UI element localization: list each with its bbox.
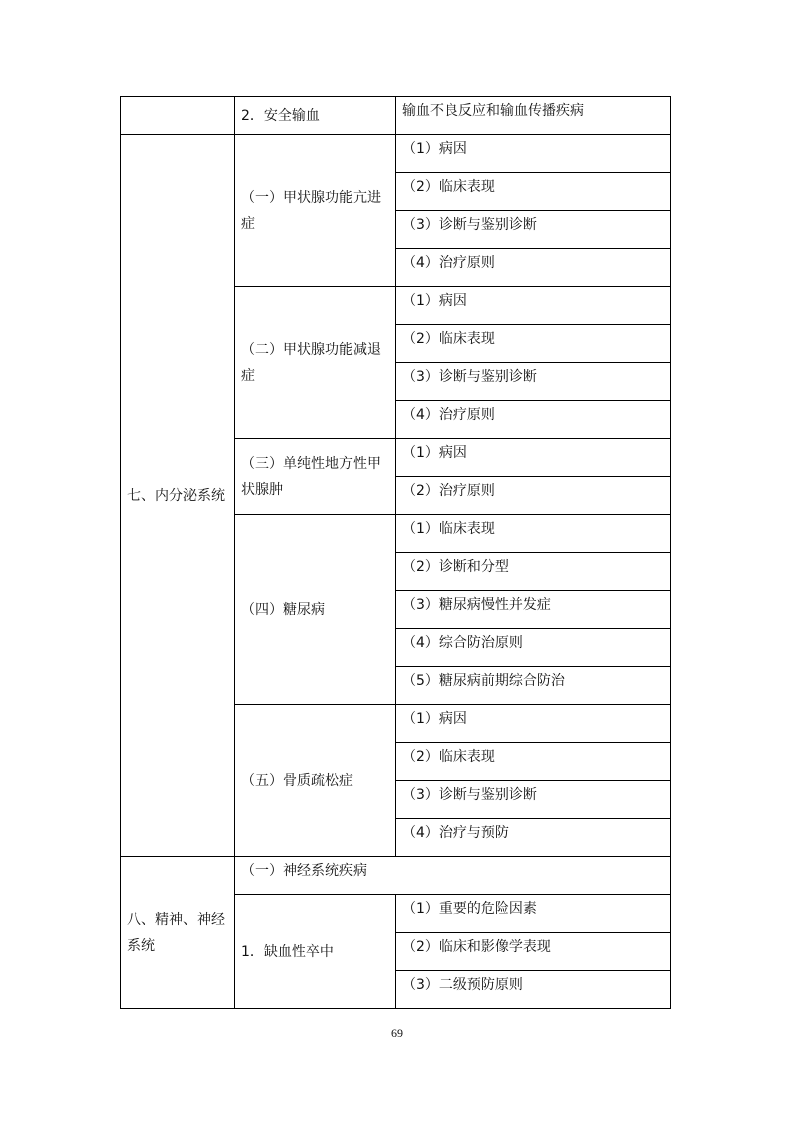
item: （4）综合防治原则 (396, 629, 671, 667)
item: （3）糖尿病慢性并发症 (396, 591, 671, 629)
item: （4）治疗原则 (396, 249, 671, 287)
group-name: 1．缺血性卒中 (235, 895, 396, 1009)
group-name: （三）单纯性地方性甲状腺肿 (235, 439, 396, 515)
syllabus-table (120, 96, 671, 1009)
table-row (121, 857, 671, 895)
category-neuro: 八、精神、神经系统 (121, 857, 235, 1009)
item: （1）病因 (396, 439, 671, 477)
item: （3）诊断与鉴别诊断 (396, 781, 671, 819)
table-row (121, 97, 671, 135)
page-number: 69 (391, 1026, 403, 1040)
item: （3）二级预防原则 (396, 971, 671, 1009)
section-subheader: （一）神经系统疾病 (235, 857, 671, 895)
group-name: （四）糖尿病 (235, 515, 396, 705)
item: （2）临床和影像学表现 (396, 933, 671, 971)
item: （1）临床表现 (396, 515, 671, 553)
item: （2）诊断和分型 (396, 553, 671, 591)
item: （2）临床表现 (396, 325, 671, 363)
item: （4）治疗原则 (396, 401, 671, 439)
top-row-c1 (121, 97, 235, 135)
group-name: （五）骨质疏松症 (235, 705, 396, 857)
item: （2）临床表现 (396, 743, 671, 781)
top-row-c3: 输血不良反应和输血传播疾病 (396, 97, 671, 135)
group-name: （一）甲状腺功能亢进症 (235, 135, 396, 287)
item: （2）治疗原则 (396, 477, 671, 515)
item: （1）病因 (396, 135, 671, 173)
item: （5）糖尿病前期综合防治 (396, 667, 671, 705)
top-row-c2: 2．安全输血 (235, 97, 396, 135)
item: （2）临床表现 (396, 173, 671, 211)
group-name: （二）甲状腺功能减退症 (235, 287, 396, 439)
item: （3）诊断与鉴别诊断 (396, 211, 671, 249)
item: （1）重要的危险因素 (396, 895, 671, 933)
item: （1）病因 (396, 287, 671, 325)
item: （4）治疗与预防 (396, 819, 671, 857)
category-endocrine: 七、内分泌系统 (121, 135, 235, 857)
item: （3）诊断与鉴别诊断 (396, 363, 671, 401)
table-row (121, 135, 671, 173)
item: （1）病因 (396, 705, 671, 743)
